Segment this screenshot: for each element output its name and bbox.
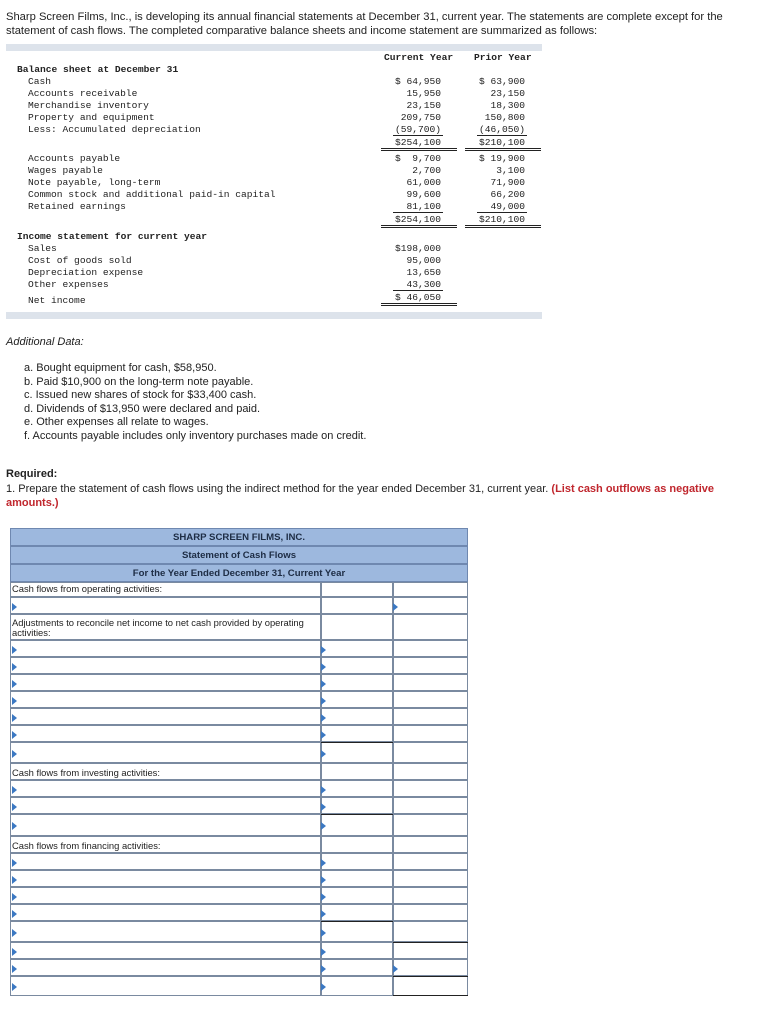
cf-amount-input[interactable] <box>321 780 393 797</box>
dropdown-marker-icon <box>321 663 326 671</box>
col-header-prior: Prior Year <box>474 52 532 63</box>
cf-amount-input[interactable] <box>321 640 393 657</box>
cf-line-item-select[interactable] <box>10 780 321 797</box>
subtotal-rule <box>393 942 468 943</box>
dropdown-marker-icon <box>12 646 17 654</box>
cf-total-input[interactable] <box>393 904 468 921</box>
dropdown-marker-icon <box>321 822 326 830</box>
dropdown-marker-icon <box>321 646 326 654</box>
dropdown-marker-icon <box>321 910 326 918</box>
bs-value-current: 61,000 <box>406 177 441 188</box>
rule <box>393 212 443 213</box>
dropdown-marker-icon <box>12 893 17 901</box>
dropdown-marker-icon <box>321 893 326 901</box>
cf-amount-input[interactable] <box>321 674 393 691</box>
cf-line-item-select[interactable] <box>10 814 321 836</box>
bs-value-current: $ 9,700 <box>394 153 441 164</box>
cf-total-input[interactable] <box>393 921 468 942</box>
dropdown-marker-icon <box>321 786 326 794</box>
net-income-label: Net income <box>28 295 86 306</box>
cf-total-input[interactable] <box>393 797 468 814</box>
dropdown-marker-icon <box>321 929 326 937</box>
cf-amount-input[interactable] <box>321 904 393 921</box>
rule <box>477 212 527 213</box>
cf-amount-input[interactable] <box>321 959 393 976</box>
cf-line-item-select[interactable] <box>10 870 321 887</box>
panel-bottom-band <box>6 312 542 319</box>
bs-label: Wages payable <box>28 165 103 176</box>
cf-line-item-select[interactable] <box>10 921 321 942</box>
cf-line-item-select[interactable] <box>10 691 321 708</box>
cf-line-item-select[interactable] <box>10 674 321 691</box>
adjustments-label: Adjustments to reconcile net income to net cash provided by operating activities: <box>12 617 304 638</box>
cf-total-input[interactable] <box>393 657 468 674</box>
double-rule <box>465 150 541 151</box>
cf-amount-input[interactable] <box>321 853 393 870</box>
required-heading: Required: <box>6 468 58 480</box>
cf-line-item-select[interactable] <box>10 597 321 614</box>
subtotal-rule <box>393 995 468 996</box>
cf-total-input[interactable] <box>393 691 468 708</box>
bs-label: Cash <box>28 76 52 87</box>
cf-amount-input[interactable] <box>321 887 393 904</box>
cf-line-item-select[interactable] <box>10 904 321 921</box>
cf-total-input[interactable] <box>393 976 468 996</box>
bs-value-current: $ 64,950 <box>394 76 441 87</box>
dropdown-marker-icon <box>12 948 17 956</box>
cf-line-item-select[interactable] <box>10 725 321 742</box>
cf-amount-input[interactable] <box>321 870 393 887</box>
balance-sheet-title: Balance sheet at December 31 <box>17 64 179 75</box>
cf-line-item-select[interactable] <box>10 959 321 976</box>
cf-amount-input[interactable] <box>321 976 393 996</box>
is-label: Cost of goods sold <box>28 255 132 266</box>
cf-amount-input[interactable] <box>321 797 393 814</box>
bs-value-prior: 49,000 <box>490 201 525 212</box>
cf-amount-input[interactable] <box>321 657 393 674</box>
cf-total-input[interactable] <box>393 942 468 959</box>
cf-line-item-select[interactable] <box>10 708 321 725</box>
cf-total-input[interactable] <box>393 887 468 904</box>
bs-label: Retained earnings <box>28 201 126 212</box>
cf-statement-title: Statement of Cash Flows <box>10 546 468 564</box>
dropdown-marker-icon <box>12 697 17 705</box>
is-value: 95,000 <box>406 255 441 266</box>
cf-period: For the Year Ended December 31, Current Year <box>10 564 468 582</box>
bs-label: Property and equipment <box>28 112 155 123</box>
double-rule <box>465 227 541 228</box>
is-value: 43,300 <box>406 279 441 290</box>
assets-total-prior: $210,100 <box>478 137 525 148</box>
rule <box>477 135 527 136</box>
liab-total-current: $254,100 <box>394 214 441 225</box>
dropdown-marker-icon <box>321 731 326 739</box>
operating-section-label: Cash flows from operating activities: <box>12 583 163 594</box>
dropdown-marker-icon <box>12 910 17 918</box>
bs-label: Common stock and additional paid-in capital <box>28 189 276 200</box>
net-income-value: $ 46,050 <box>394 292 441 303</box>
cf-line-item-select[interactable] <box>10 657 321 674</box>
cf-amount-cell-blank <box>321 614 393 640</box>
investing-section-label: Cash flows from investing activities: <box>12 767 160 778</box>
dropdown-marker-icon <box>12 965 17 973</box>
dropdown-marker-icon <box>321 803 326 811</box>
cf-line-item-select[interactable] <box>10 640 321 657</box>
dropdown-marker-icon <box>12 663 17 671</box>
bs-label: Merchandise inventory <box>28 100 149 111</box>
is-value: 13,650 <box>406 267 441 278</box>
double-rule <box>381 225 457 226</box>
cf-amount-input[interactable] <box>321 725 393 742</box>
dropdown-marker-icon <box>12 750 17 758</box>
is-label: Sales <box>28 243 57 254</box>
cf-company-name: SHARP SCREEN FILMS, INC. <box>10 528 468 546</box>
double-rule <box>381 227 457 228</box>
subtotal-rule <box>321 921 393 922</box>
additional-item: b. Paid $10,900 on the long-term note payable. <box>24 376 254 388</box>
bs-value-prior: $ 19,900 <box>478 153 525 164</box>
additional-item: c. Issued new shares of stock for $33,400 cash. <box>24 389 257 401</box>
dropdown-marker-icon <box>321 876 326 884</box>
dropdown-marker-icon <box>321 859 326 867</box>
cf-amount-input[interactable] <box>321 742 393 763</box>
double-rule <box>381 305 457 306</box>
bs-value-prior: 66,200 <box>490 189 525 200</box>
dropdown-marker-icon <box>321 983 326 991</box>
bs-label: Less: Accumulated depreciation <box>28 124 201 135</box>
dropdown-marker-icon <box>321 714 326 722</box>
additional-item: f. Accounts payable includes only inventory purchases made on credit. <box>24 430 367 442</box>
dropdown-marker-icon <box>12 929 17 937</box>
dropdown-marker-icon <box>12 859 17 867</box>
is-label: Other expenses <box>28 279 109 290</box>
additional-item: e. Other expenses all relate to wages. <box>24 416 209 428</box>
cf-line-item-select[interactable] <box>10 853 321 870</box>
dropdown-marker-icon <box>12 786 17 794</box>
dropdown-marker-icon <box>12 731 17 739</box>
bs-value-current: 99,600 <box>406 189 441 200</box>
bs-label: Accounts payable <box>28 153 121 164</box>
double-rule <box>381 148 457 149</box>
bs-value-prior: 71,900 <box>490 177 525 188</box>
bs-value-prior: 18,300 <box>490 100 525 111</box>
bs-value-prior: (46,050) <box>478 124 525 135</box>
cf-line-item-select[interactable] <box>10 742 321 763</box>
cf-line-item-select[interactable] <box>10 976 321 996</box>
dropdown-marker-icon <box>12 714 17 722</box>
cf-total-input[interactable] <box>393 708 468 725</box>
dropdown-marker-icon <box>321 948 326 956</box>
bs-value-prior: 150,800 <box>484 112 525 123</box>
assets-total-current: $254,100 <box>394 137 441 148</box>
dropdown-marker-icon <box>12 803 17 811</box>
is-label: Depreciation expense <box>28 267 144 278</box>
bs-value-current: 15,950 <box>406 88 441 99</box>
cf-total-input[interactable] <box>393 780 468 797</box>
cf-total-input[interactable] <box>393 597 468 614</box>
dropdown-marker-icon <box>12 603 17 611</box>
required-text-block <box>6 482 751 510</box>
cf-total-input[interactable] <box>393 959 468 976</box>
bs-value-current: (59,700) <box>394 124 441 135</box>
dropdown-marker-icon <box>393 603 398 611</box>
cf-amount-input[interactable] <box>321 814 393 836</box>
rule <box>393 290 443 291</box>
cf-line-item-select[interactable] <box>10 887 321 904</box>
cf-total-input[interactable] <box>393 870 468 887</box>
dropdown-marker-icon <box>321 750 326 758</box>
required-note: (List cash outflows as negative amounts.) <box>6 483 715 509</box>
is-value: $198,000 <box>394 243 441 254</box>
additional-data-title: Additional Data: <box>6 336 84 348</box>
cf-total-input[interactable] <box>393 814 468 836</box>
subtotal-rule <box>321 814 393 815</box>
cf-amount-input[interactable] <box>321 708 393 725</box>
intro-text: Sharp Screen Films, Inc., is developing its annual financial statements at December 31, current year. The statements are complete except for the statement of cash flows. The completed comparative balance sheets and income statement are summarized as follows: <box>6 11 723 37</box>
dropdown-marker-icon <box>12 876 17 884</box>
cf-total-cell-blank <box>393 614 468 640</box>
dropdown-marker-icon <box>321 697 326 705</box>
rule <box>393 135 443 136</box>
col-header-current: Current Year <box>384 52 454 63</box>
income-statement-title: Income statement for current year <box>17 231 207 242</box>
required-text: 1. Prepare the statement of cash flows using the indirect method for the year ended December 31, current year. <box>6 483 549 495</box>
subtotal-rule <box>321 742 393 743</box>
cf-amount-input[interactable] <box>321 942 393 959</box>
dropdown-marker-icon <box>12 680 17 688</box>
financing-section-label: Cash flows from financing activities: <box>12 840 161 851</box>
dropdown-marker-icon <box>321 965 326 973</box>
cf-total-input[interactable] <box>393 640 468 657</box>
cf-total-input[interactable] <box>393 674 468 691</box>
dropdown-marker-icon <box>12 983 17 991</box>
additional-item: a. Bought equipment for cash, $58,950. <box>24 362 217 374</box>
dropdown-marker-icon <box>321 680 326 688</box>
subtotal-rule <box>393 976 468 977</box>
cf-line-item-select[interactable] <box>10 942 321 959</box>
double-rule <box>465 148 541 149</box>
double-rule <box>465 225 541 226</box>
double-rule <box>381 150 457 151</box>
liab-total-prior: $210,100 <box>478 214 525 225</box>
bs-label: Accounts receivable <box>28 88 138 99</box>
dropdown-marker-icon <box>393 965 398 973</box>
cf-total-input[interactable] <box>393 853 468 870</box>
cf-total-input[interactable] <box>393 725 468 742</box>
additional-item: d. Dividends of $13,950 were declared and paid. <box>24 403 261 415</box>
bs-value-current: 209,750 <box>400 112 441 123</box>
dropdown-marker-icon <box>12 822 17 830</box>
double-rule <box>381 303 457 304</box>
cf-total-input[interactable] <box>393 742 468 763</box>
cf-line-item-select[interactable] <box>10 797 321 814</box>
bs-value-current: 2,700 <box>412 165 441 176</box>
bs-value-prior: 23,150 <box>490 88 525 99</box>
bs-value-prior: $ 63,900 <box>478 76 525 87</box>
panel-top-band <box>6 44 542 51</box>
cf-amount-input[interactable] <box>321 691 393 708</box>
bs-value-current: 81,100 <box>406 201 441 212</box>
bs-value-current: 23,150 <box>406 100 441 111</box>
cf-amount-input[interactable] <box>321 597 393 614</box>
bs-value-prior: 3,100 <box>496 165 525 176</box>
cf-amount-input[interactable] <box>321 921 393 942</box>
bs-label: Note payable, long-term <box>28 177 161 188</box>
